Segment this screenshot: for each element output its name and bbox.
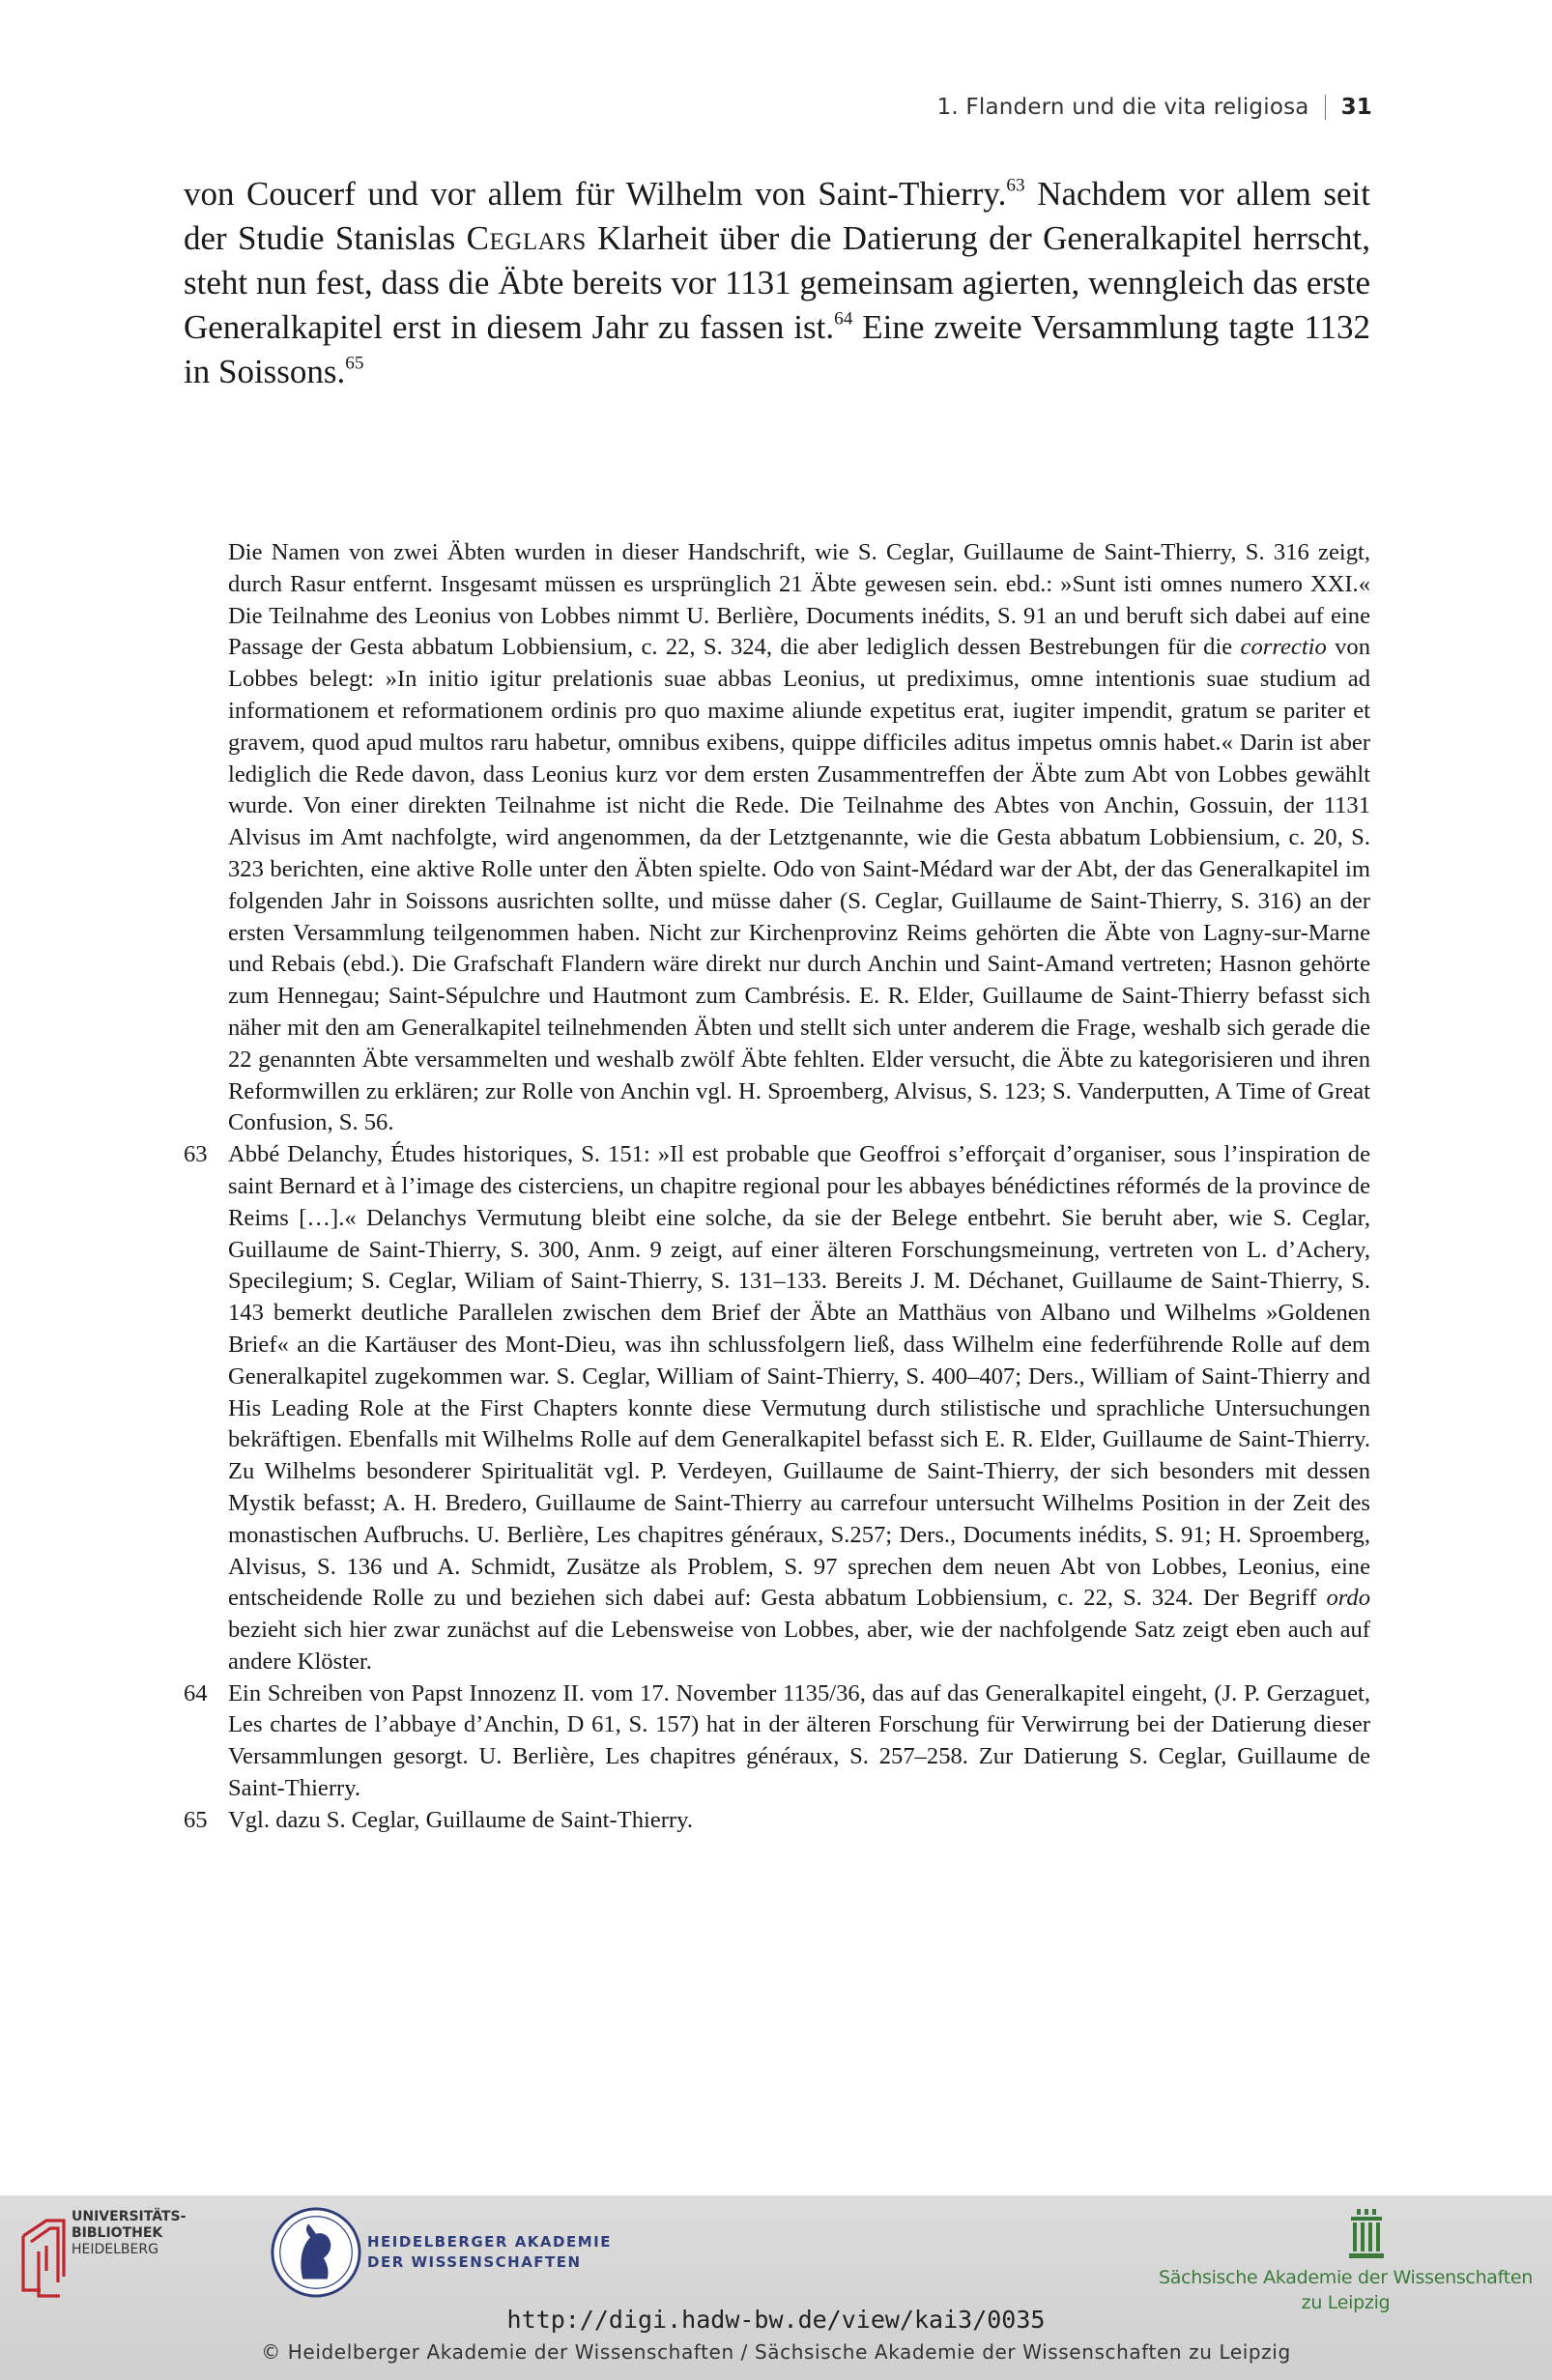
footnote-ref-63[interactable]: 63 — [1006, 175, 1025, 196]
ub-heidelberg-wordmark: UNIVERSITÄTS- BIBLIOTHEK HEIDELBERG — [72, 2209, 187, 2257]
author-name-smallcaps: Ceglars — [466, 219, 587, 257]
footnote-ref-64[interactable]: 64 — [834, 308, 853, 330]
hadw-seal-icon[interactable] — [269, 2205, 363, 2300]
footnote-63: 63 Abbé Delanchy, Études historiques, S. 151: »Il est probable que Geoffroi s’efforçait d’organiser, sous l’inspiration de saint Bernard et à l’image des cisterciens, un chapitre regional pour les abbayes bénédictines réformés de la province de Reims […].« Delanchys Vermutung bleibt eine solche, da sie der Belege entbehrt. Sie beruht aber, wie S. Ceglar, Guillaume de Saint-Thierry, S. 300, Anm. 9 zeigt, auf einer älteren Forschungsmeinung, vertreten von L. d’Achery, Specilegium; S. Ceglar, Wiliam of Saint-Thierry, S. 131–133. Bereits J. M. Déchanet, Guillaume de Saint-Thierry, S. 143 bemerkt deutliche Parallelen zwischen dem Brief der Äbte an Matthäus von Albano und Wilhelms »Goldenen Brief« an die Kartäuser des Mont-Dieu, was ihn schlussfolgern ließ, dass Wilhelm eine federführende Rolle auf dem Generalkapitel zugekommen war. S. Ceglar, William of Saint-Thierry, S. 400–407; Ders., William of Saint-Thierry and His Leading Role at the First Chapters konnte diese Vermutung durch stilistische und sprachliche Untersuchungen bekräftigen. Ebenfalls mit Wilhelms Rolle auf dem Generalkapitel befasst sich E. R. Elder, Guillaume de Saint-Thierry. Zu Wilhelms besonderer Spiritualität vgl. P. Verdeyen, Guillaume de Saint-Thierry, der sich besonders mit dessen Mystik befasst; A. H. Bredero, Guillaume de Saint-Thierry au carrefour untersucht Wilhelms Position in der Zeit des monastischen Aufbruchs. U. Berlière, Les chapitres généraux, S.257; Ders., Documents inédits, S. 91; H. Sproemberg, Alvisus, S. 136 und A. Schmidt, Zusätze als Problem, S. 97 sprechen dem neuen Abt von Lobbes, Leonius, eine entscheidende Rolle zu und beziehen sich dabei auf: Gesta abbatum Lobbiensium, c. 22, S. 324. Der Begriff ordo bezieht sich hier zwar zunächst auf die Lebensweise von Lobbes, aber, wie der nachfolgende Satz zeigt eben auch auf andere Klöster. — [184, 1139, 1370, 1678]
page-number: 31 — [1340, 95, 1372, 120]
permalink-url[interactable]: http://digi.hadw-bw.de/view/kai3/0035 — [506, 2306, 1046, 2334]
saw-wordmark: Sächsische Akademie der Wissenschaften zu Leipzig — [1158, 2267, 1533, 2313]
running-head — [937, 95, 1372, 120]
footnote-number: 65 — [184, 1806, 208, 1833]
footnote-64: 64 Ein Schreiben von Papst Innozenz II. vom 17. November 1135/36, das auf das Generalkapitel eingeht, (J. P. Gerzaguet, Les chartes de l’abbaye d’Anchin, D 61, S. 157) hat in der älteren Forschung für Verwirrung bei der Datierung dieser Versammlungen gesorgt. U. Berlière, Les chapitres généraux, S. 257–258. Zur Datierung S. Ceglar, Guillaume de Saint-Thierry. — [184, 1678, 1370, 1805]
running-head-divider — [1325, 95, 1326, 120]
footnote-number: 64 — [184, 1679, 208, 1706]
running-head-title: 1. Flandern und die vita religiosa — [936, 95, 1309, 120]
footnotes — [184, 537, 1370, 1837]
footnote-62-continued: Die Namen von zwei Äbten wurden in dieser Handschrift, wie S. Ceglar, Guillaume de Saint-Thierry, S. 316 zeigt, durch Rasur entfernt. Insgesamt müssen es ursprünglich 21 Äbte gewesen sein. ebd.: »Sunt isti omnes numero XXI.« Die Teilnahme des Leonius von Lobbes nimmt U. Berlière, Documents inédits, S. 91 an und beruft sich dabei auf eine Passage der Gesta abbatum Lobbiensium, c. 22, S. 324, die aber lediglich dessen Bestrebungen für die correctio von Lobbes belegt: »In initio igitur prelationis suae abbas Leonius, ut prediximus, omne intentionis suae studium ad informationem et reformationem ordinis pro quo maxime aliunde expetitus erat, iugiter impendit, gratum se pariter et gravem, quod apud multos raru habetur, omnibus exibens, quippe difficiles aditus impetus omnis habet.« Darin ist aber lediglich die Rede davon, dass Leonius kurz vor dem ersten Zusammentreffen der Äbte zum Abt von Lobbes gewählt wurde. Von einer direkten Teilnahme ist nicht die Rede. Die Teilnahme des Abtes von Anchin, Gossuin, der 1131 Alvisus im Amt nachfolgte, wird angenommen, da der Letztgenannte, wie die Gesta abbatum Lobbiensium, c. 20, S. 323 berichten, eine aktive Rolle unter den Äbten spielte. Odo von Saint-Médard war der Abt, der das Generalkapitel im folgenden Jahr in Soissons ausrichten sollte, und müsse daher (S. Ceglar, Guillaume de Saint-Thierry, S. 316) an der ersten Versammlung teilgenommen haben. Nicht zur Kirchenprovinz Reims gehörten die Äbte von Lagny-sur-Marne und Rebais (ebd.). Die Grafschaft Flandern wäre direkt nur durch Anchin und Saint-Amand vertreten; Hasnon gehörte zum Hennegau; Saint-Sépulchre und Hautmont zum Cambrésis. E. R. Elder, Guillaume de Saint-Thierry befasst sich näher mit den am Generalkapitel teilnehmenden Äbten und stellt sich unter anderem die Frage, weshalb sich gerade die 22 genannten Äbte versammelten und weshalb zwölf Äbte fehlten. Elder versucht, die Äbte zu kategorisieren und ihren Reformwillen zu erklären; zur Rolle von Anchin vgl. H. Sproemberg, Alvisus, S. 123; S. Vanderputten, A Time of Great Confusion, S. 56. — [228, 539, 1371, 1136]
hadw-wordmark: HEIDELBERGER AKADEMIE DER WISSENSCHAFTEN — [367, 2233, 612, 2271]
footnote-ref-65[interactable]: 65 — [345, 353, 364, 374]
body-paragraph: von Coucerf und vor allem für Wilhelm von Saint-Thierry.$^{63}$ Nachdem vor allem seit der Studie Stanislas Ceglars Klarheit über die Datierung der Generalkapitel herrscht, steht nun fest, dass die Äbte bereits vor 1131 gemeinsam agierten, wenngleich das erste Generalkapitel erst in diesem Jahr zu fassen ist.$^{64}$ Eine zweite Versammlung tagte 1132 in Soissons.$^{65}$ — [184, 175, 1370, 390]
saw-building-icon[interactable] — [1349, 2209, 1384, 2259]
main-text — [184, 172, 1370, 394]
copyright-notice: © Heidelberger Akademie der Wissenschaften / Sächsische Akademie der Wissenschaften zu Leipzig — [261, 2340, 1291, 2364]
footnote-65: 65 Vgl. dazu S. Ceglar, Guillaume de Saint-Thierry. — [184, 1805, 1370, 1837]
footnote-number: 63 — [184, 1141, 208, 1168]
digitization-footer — [0, 2195, 1552, 2380]
